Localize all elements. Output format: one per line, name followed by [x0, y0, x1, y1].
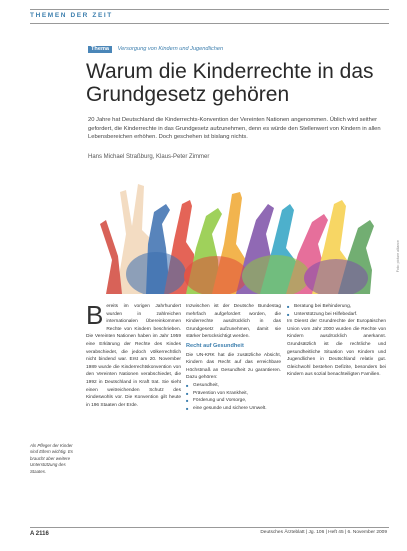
list-item: ■ Gesundheit,: [186, 382, 281, 390]
authors: Hans Michael Straßburg, Klaus-Peter Zimmer: [88, 154, 210, 160]
list-item: ■ Prävention von Krankheit,: [186, 390, 281, 398]
journal-footer: Deutsches Ärzteblatt | Jg. 106 | Heft 45 | 6. November 2009: [260, 530, 387, 535]
title-line-2: Grundgesetz gehören: [86, 83, 290, 106]
column-1-text: ereits im vorigen Jahrhundert wurden in zahlreichen internationalen Übereinkommen Rechte von Kindern beschrieben. Die Vereinten Nationen haben im Jahr 1959 eine Erklärung der Rechte des Kindes verabschiedet, die jedoch völkerrechtlich nicht bindend war. Erst am 20. November 1989 wurde die Kinderrechtskonvention von den Vereinten Nationen verabschiedet, die 1992 in Deutschland in Kraft trat. Sie sieht einen weitreichenden Schutz des Kindeswohls vor. Die Konvention gilt heute in 196 Staaten der Erde.: [86, 304, 181, 408]
list-item: ■ eine gesunde und sichere Umwelt.: [186, 405, 281, 413]
photo-credit: Foto: picture alliance: [396, 240, 400, 273]
column-2-text: Inzwischen ist der Deutsche Bundestag mehrfach aufgefordert worden, die Kinderrechte ausdrücklich in das Grundgesetz aufzunehmen, damit sie stärker berücksichtigt werden.: [186, 304, 281, 340]
raised-hands-illustration: [86, 164, 392, 294]
section-rule: [30, 23, 389, 24]
list-item: ■ Unterstützung bei Hilfebedarf.: [287, 311, 386, 319]
photo-caption: Als Pfleger der Kinder sind Eltern wichtig. Es braucht aber weitere Unterstützung des Staates.: [30, 443, 73, 474]
top-rule: [30, 9, 389, 10]
section-label: THEMEN DER ZEIT: [30, 12, 113, 19]
page-number: A 2116: [30, 531, 49, 537]
kicker-line: [88, 46, 223, 53]
column-2-text-b: Die UN-KRK hat die zusätzliche Absicht, Kindern das Recht auf das erreichbare Höchstmaß an Gesundheit zu garantieren. Dazu gehören:: [186, 352, 281, 381]
title-line-1: Warum die Kinderrechte in das: [86, 60, 374, 83]
drop-cap: B: [86, 300, 104, 330]
lead-paragraph: 20 Jahre hat Deutschland die Kinderrechts-Konvention der Vereinten Nationen angenommen. Üblich wird seither gefordert, die Kinderrechte in das Grundgesetz aufzunehmen, denn es würde den Stellenwert von Kindern in allen Lebensbereichen erhöhen. Doch geschehen ist bislang nichts.: [88, 117, 381, 141]
list-item: ■ Beratung bei Behinderung,: [287, 303, 386, 311]
list-item: ■ Förderung und Vorsorge,: [186, 397, 281, 405]
column-3-text: Im Dienst der Grundrechte der Europäischen Union vom Jahr 2000 wurden die Rechte von Kindern ausdrücklich anerkannt. Grundsätzlich ist die rechtliche und gesundheitliche Situation von Kindern und Jugendlichen in Deutschland relativ gut. Gleichwohl bestehen Defizite, besonders bei Kindern aus sozial benachteiligten Familien.: [287, 319, 386, 378]
kicker: Versorgung von Kindern und Jugendlichen: [117, 46, 224, 52]
body-column-1: [86, 300, 181, 409]
hero-photo: [86, 164, 392, 294]
article-title: [86, 60, 396, 106]
topic-tag: Thema: [88, 46, 112, 53]
body-column-3: [287, 303, 386, 379]
footer-rule: [30, 527, 389, 528]
subhead-health: Recht auf Gesundheit: [186, 342, 244, 349]
body-column-2: [186, 303, 281, 412]
